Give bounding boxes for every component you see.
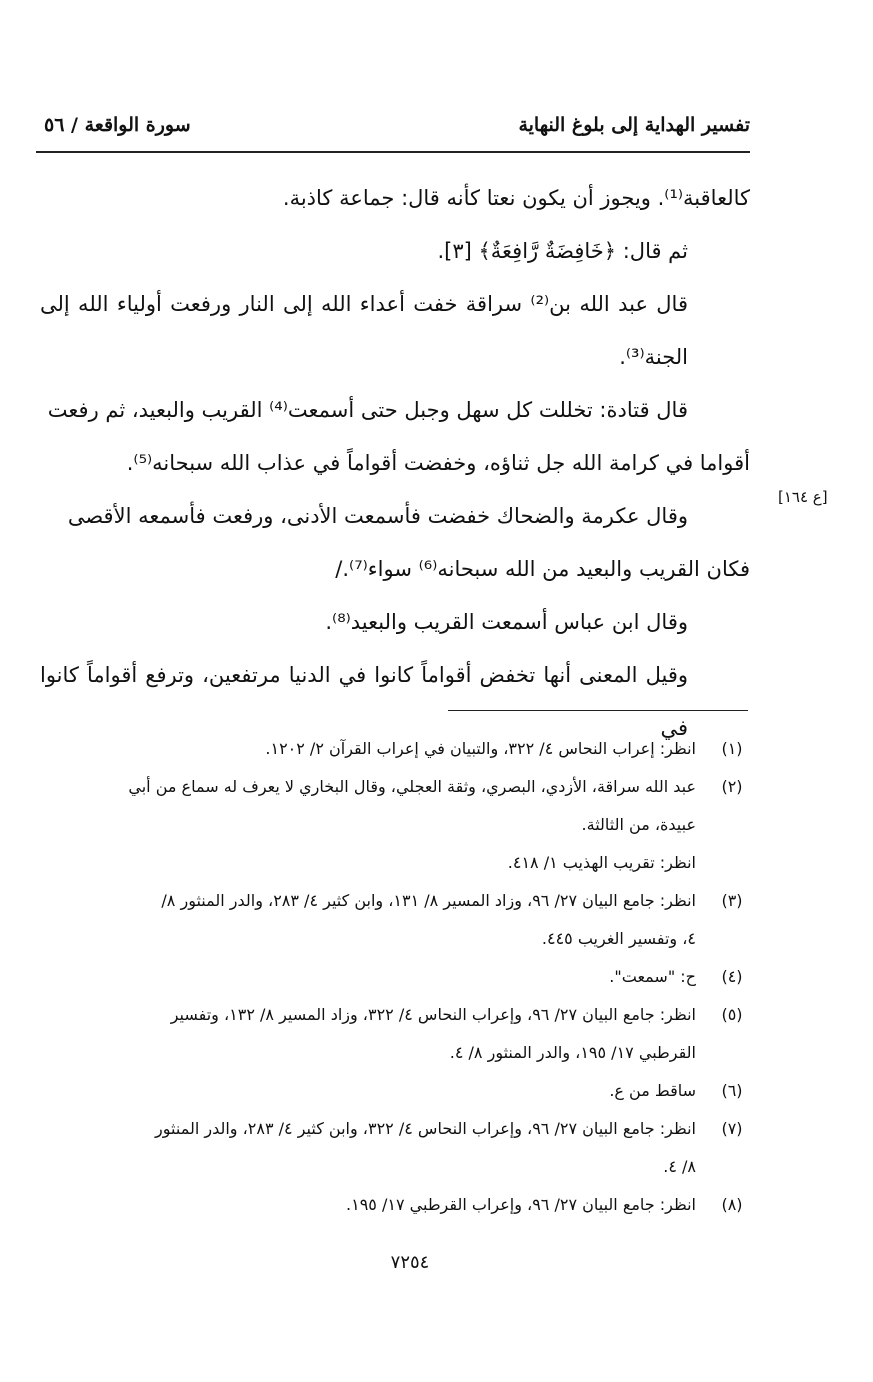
footnote-5 xyxy=(40,996,752,1072)
paragraph-5-line-2: فكان القريب والبعيد من الله سبحانه⁽⁶⁾ سواء⁽⁷⁾./ xyxy=(335,557,750,581)
footnote-text: عبيدة، من الثالثة. xyxy=(581,815,696,834)
footnote-text: انظر: جامع البيان ٢٧/ ٩٦، وإعراب النحاس ٤/ ٣٢٢، وابن كثير ٤/ ٢٨٣، والدر المنثور xyxy=(155,1119,696,1138)
footnotes xyxy=(40,730,752,1224)
running-head xyxy=(36,106,750,146)
footnote-number: (٨) xyxy=(721,1195,743,1214)
paragraph-1: كالعاقبة⁽¹⁾. ويجوز أن يكون نعتا كأنه قال: جماعة كاذبة. xyxy=(282,186,750,210)
page-number: ٧٢٥٤ xyxy=(390,1252,430,1273)
paragraph-7: وقيل المعنى أنها تخفض أقواماً كانوا في الدنيا مرتفعين، وترفع أقواماً كانوا في xyxy=(40,663,688,740)
paragraph-6: وقال ابن عباس أسمعت القريب والبعيد⁽⁸⁾. xyxy=(325,610,688,634)
footnote-number: (٢) xyxy=(721,777,743,796)
footnote-7 xyxy=(40,1110,752,1186)
footnote-text: انظر: جامع البيان ٢٧/ ٩٦، وزاد المسير ٨/ ١٣١، وابن كثير ٤/ ٢٨٣، والدر المنثور ٨/ xyxy=(161,891,696,910)
footnote-text: انظر: جامع البيان ٢٧/ ٩٦، وإعراب النحاس ٤/ ٣٢٢، وزاد المسير ٨/ ١٣٢، وتفسير xyxy=(170,1005,696,1024)
footnote-text: عبد الله سراقة، الأزدي، البصري، وثقة العجلي، وقال البخاري لا يعرف له سماع من أبي xyxy=(128,777,696,796)
main-text xyxy=(40,172,750,755)
footnote-3 xyxy=(40,882,752,958)
paragraph-4-line-1: قال قتادة: تخللت كل سهل وجبل حتى أسمعت⁽⁴⁾ القريب والبعيد، ثم رفعت xyxy=(47,398,688,422)
paragraph-4-line-2: أقواما في كرامة الله جل ثناؤه، وخفضت أقواماً في عذاب الله سبحانه⁽⁵⁾. xyxy=(126,451,750,475)
book-title: تفسير الهداية إلى بلوغ النهاية xyxy=(518,114,750,136)
footnote-number: (٥) xyxy=(721,1005,743,1024)
footnote-divider xyxy=(448,710,748,711)
footnote-6 xyxy=(40,1072,752,1110)
paragraph-3: قال عبد الله بن⁽²⁾ سراقة خفت أعداء الله إلى النار ورفعت أولياء الله إلى الجنة⁽³⁾. xyxy=(40,292,688,369)
header-divider xyxy=(36,151,750,153)
footnote-text: انظر: إعراب النحاس ٤/ ٣٢٢، والتبيان في إعراب القرآن ٢/ ١٢٠٢. xyxy=(265,739,696,758)
footnote-number: (٤) xyxy=(721,967,743,986)
paragraph-2: ثم قال: ﴿خَافِضَةٌ رَّافِعَةٌ﴾ [٣]. xyxy=(437,239,688,263)
footnote-text: ٤، وتفسير الغريب ٤٤٥. xyxy=(541,929,696,948)
paragraph-5-line-1: وقال عكرمة والضحاك خفضت فأسمعت الأدنى، ورفعت فأسمعه الأقصى xyxy=(67,504,688,528)
footnote-text: انظر: جامع البيان ٢٧/ ٩٦، وإعراب القرطبي ١٧/ ١٩٥. xyxy=(346,1195,696,1214)
manuscript-marker: [ع ١٦٤] xyxy=(778,488,828,506)
footnote-8 xyxy=(40,1186,752,1224)
footnote-4 xyxy=(40,958,752,996)
footnote-2 xyxy=(40,768,752,882)
footnote-number: (٧) xyxy=(721,1119,743,1138)
footnote-number: (٣) xyxy=(721,891,743,910)
footnote-text: ح: "سمعت". xyxy=(609,967,696,986)
footnote-1 xyxy=(40,730,752,768)
footnote-number: (٦) xyxy=(721,1081,743,1100)
footnote-number: (١) xyxy=(721,739,743,758)
surah-page-label: سورة الواقعة / ٥٦ xyxy=(44,114,191,136)
footnote-text: القرطبي ١٧/ ١٩٥، والدر المنثور ٨/ ٤. xyxy=(449,1043,696,1062)
footnote-text: ٨/ ٤. xyxy=(663,1157,696,1176)
footnote-text: انظر: تقريب الهذيب ١/ ٤١٨. xyxy=(507,853,696,872)
footnote-text: ساقط من ع. xyxy=(609,1081,696,1100)
